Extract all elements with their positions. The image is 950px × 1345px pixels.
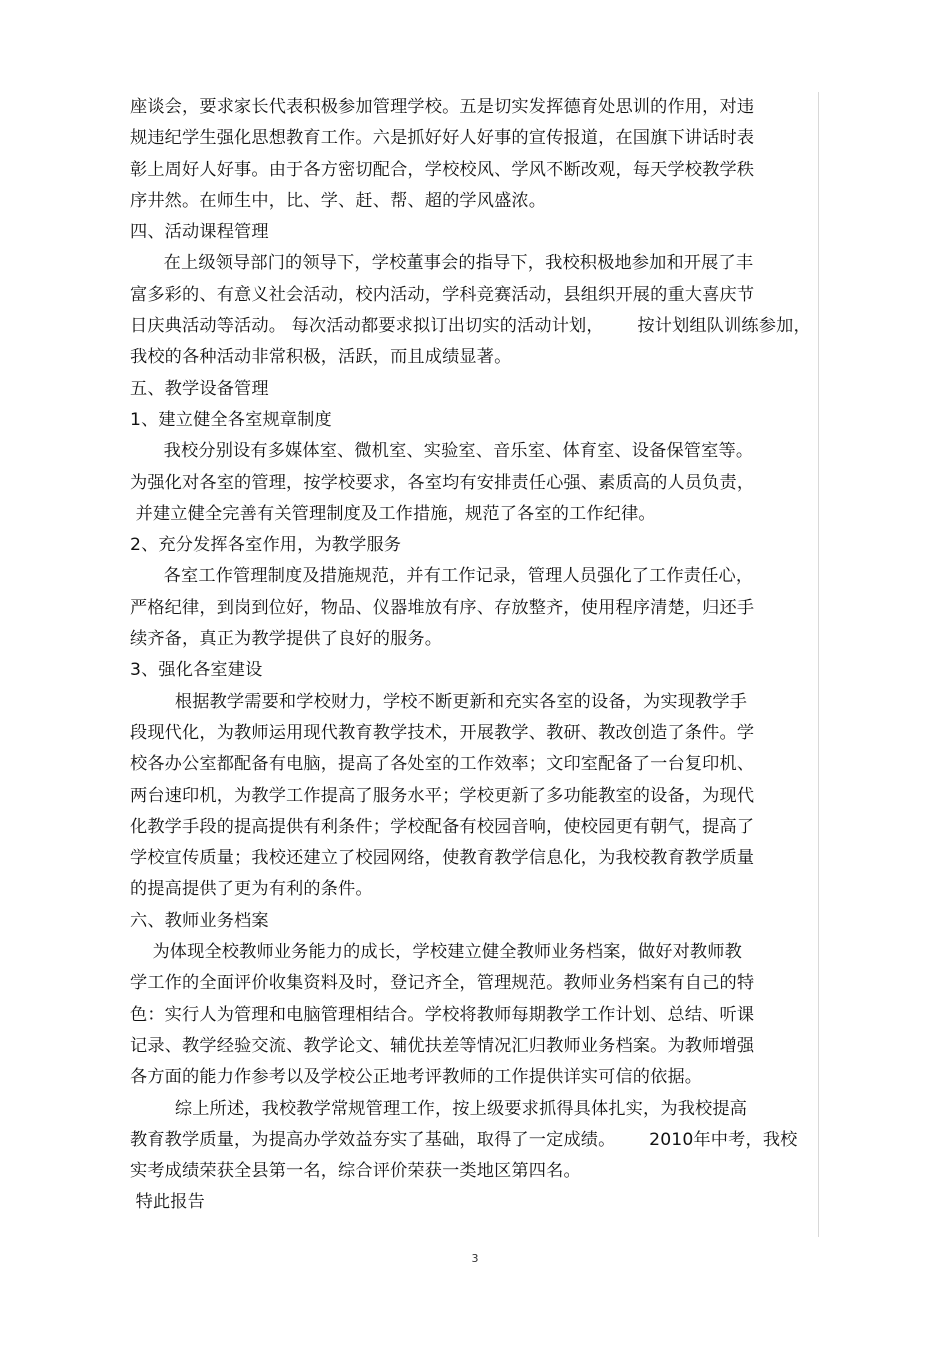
section-heading: 五、教学设备管理 [130, 378, 269, 399]
text-line: 根据教学需要和学校财力，学校不断更新和充实各室的设备，为实现教学手 [130, 691, 748, 712]
section-heading: 六、教师业务档案 [130, 910, 269, 931]
text-line: 富多彩的、有意义社会活动，校内活动，学科竞赛活动，县组织开展的重大喜庆节 [130, 284, 755, 305]
text-line: 色：实行人为管理和电脑管理相结合。学校将教师每期教学工作计划、总结、听课 [130, 1004, 755, 1025]
text-line: 记录、教学经验交流、教学论文、辅优扶差等情况汇归教师业务档案。为教师增强 [130, 1035, 755, 1056]
subsection-heading: 1、建立健全各室规章制度 [130, 409, 332, 430]
text-line: 严格纪律，到岗到位好，物品、仪器堆放有序、存放整齐，使用程序清楚，归还手 [130, 597, 755, 618]
text-line: 化教学手段的提高提供有利条件；学校配备有校园音响，使校园更有朝气，提高了 [130, 816, 755, 837]
page-right-border [818, 92, 819, 1237]
text-line: 为体现全校教师业务能力的成长，学校建立健全教师业务档案，做好对教师教 [130, 942, 742, 963]
text-line: 序井然。在师生中，比、学、赶、帮、超的学风盛浓。 [130, 190, 547, 211]
page-number: 3 [471, 1252, 479, 1265]
text-line: 教育教学质量，为提高办学效益夯实了基础，取得了一定成绩。 2010年中考，我校 [130, 1129, 798, 1150]
text-line: 我校分别设有多媒体室、微机室、实验室、音乐室、体育室、设备保管室等。 [130, 441, 754, 462]
text-line: 座谈会，要求家长代表积极参加管理学校。五是切实发挥德育处思训的作用，对违 [130, 97, 755, 117]
text-line: 实考成绩荣获全县第一名，综合评价荣获一类地区第四名。 [130, 1161, 581, 1182]
text-line: 两台速印机，为教学工作提高了服务水平；学校更新了多功能教室的设备，为现代 [130, 785, 755, 806]
text-line: 为强化对各室的管理，按学校要求，各室均有安排责任心强、素质高的人员负责， [130, 472, 755, 493]
text-line: 并建立健全完善有关管理制度及工作措施，规范了各室的工作纪律。 [130, 503, 656, 524]
text-line: 段现代化，为教师运用现代教育教学技术，开展教学、教研、教改创造了条件。学 [130, 722, 755, 743]
text-line: 彰上周好人好事。由于各方密切配合，学校校风、学风不断改观，每天学校教学秩 [130, 159, 755, 180]
text-line: 学工作的全面评价收集资料及时，登记齐全，管理规范。教师业务档案有自己的特 [130, 973, 755, 994]
text-line: 的提高提供了更为有利的条件。 [130, 879, 373, 900]
text-line: 日庆典活动等活动。 每次活动都要求拟订出切实的活动计划， 按计划组队训练参加， [130, 316, 811, 337]
text-line: 校各办公室都配备有电脑，提高了各处室的工作效率；文印室配备了一台复印机、 [130, 754, 755, 775]
text-line: 规违纪学生强化思想教育工作。六是抓好好人好事的宣传报道，在国旗下讲话时表 [130, 128, 755, 149]
subsection-heading: 3、强化各室建设 [130, 660, 263, 681]
text-line: 综上所述，我校教学常规管理工作，按上级要求抓得具体扎实，为我校提高 [130, 1098, 748, 1119]
document-body [130, 92, 810, 1219]
text-line: 我校的各种活动非常积极，活跃，而且成绩显著。 [130, 347, 512, 368]
text-line: 续齐备，真正为教学提供了良好的服务。 [130, 629, 443, 650]
subsection-heading: 2、充分发挥各室作用，为教学服务 [130, 535, 402, 556]
section-heading: 四、活动课程管理 [130, 222, 269, 243]
text-line: 各方面的能力作参考以及学校公正地考评教师的工作提供详实可信的依据。 [130, 1067, 703, 1088]
closing-line: 特此报告 [130, 1192, 205, 1213]
text-line: 各室工作管理制度及措施规范，并有工作记录，管理人员强化了工作责任心， [130, 566, 754, 587]
text-line: 学校宣传质量；我校还建立了校园网络，使教育教学信息化，为我校教育教学质量 [130, 848, 755, 869]
text-line: 在上级领导部门的领导下，学校董事会的指导下，我校积极地参加和开展了丰 [130, 253, 754, 274]
